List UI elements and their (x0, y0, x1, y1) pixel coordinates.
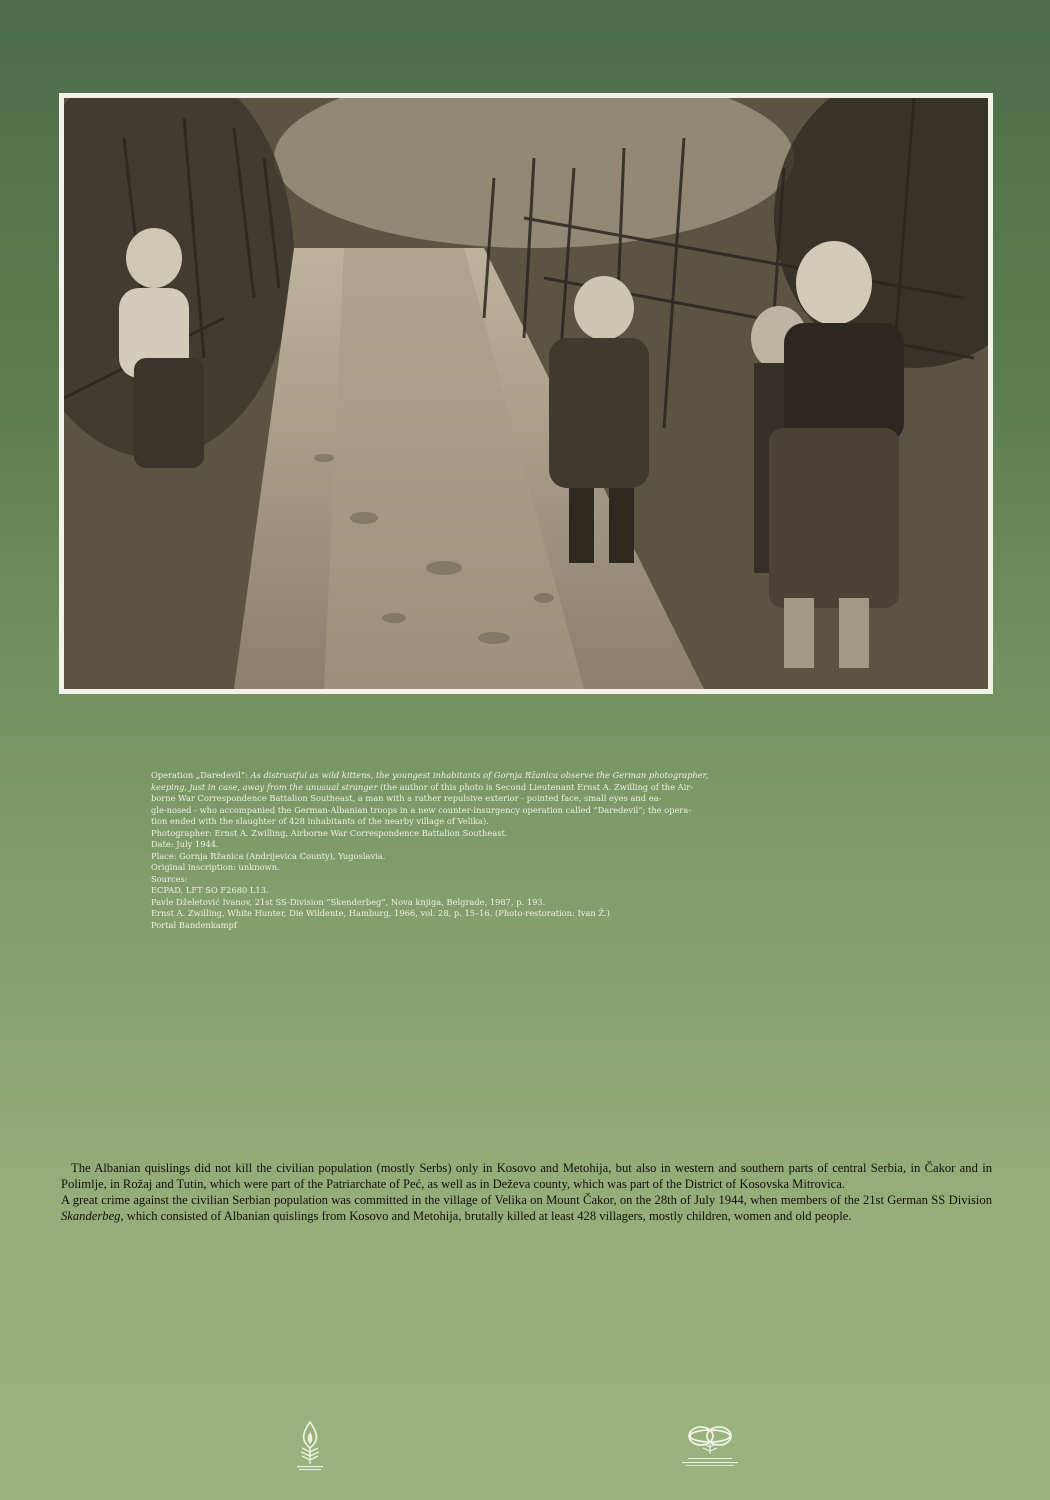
photo-frame (59, 93, 993, 694)
caption-source: Ernst A. Zwilling, White Hunter, Die Wildente, Hamburg, 1966, vol. 28, p. 15–16. (Photo-restoration: Ivan Ž.) (151, 908, 610, 918)
caption-sources-label: Sources: (151, 873, 188, 884)
caption-line-1: Operation „Daredevil“: As distrustful as wild kittens, the youngest inhabitants of Gornja Ržanica observe the German photographer, (151, 770, 709, 780)
body-paragraph-2: A great crime against the civilian Serbian population was committed in the village of Velika on Mount Čakor, on the 28th of July 1944, when members of the 21st German SS Division Skanderbeg, which consisted of Albanian quislings from Kosovo and Metohija, brutally killed at least 428 villagers, mostly children, women and old people. (61, 1193, 992, 1223)
caption-line-4: gle-nosed - who accompanied the German-Albanian troops in a new counter-insurgency operation called “Daredevil”; the opera- (151, 804, 692, 815)
caption-source: Portal Bandenkampf (151, 919, 237, 930)
historical-photo-children-on-path (64, 98, 988, 689)
caption-line-2: keeping, just in case, away from the unusual stranger (the author of this photo is Second Lieutenant Ernst A. Zwilling of the Air- (151, 781, 694, 792)
caption-photographer: Photographer: Ernst A. Zwilling, Airborne War Correspondence Battalion Southeast. (151, 827, 508, 838)
photo-caption (151, 770, 711, 931)
caption-source: ECPAD, LFT SO F2680 L13. (151, 885, 269, 895)
body-paragraph-1: The Albanian quislings did not kill the civilian population (mostly Serbs) only in Kosovo and Metohija, but also in western and southern parts of central Serbia, in Čakor and in Polimlje, in Rožaj and Tutin, which were part of the Patriarchate of Peć, as well as in Deževa county, which was part of the District of Kosovska Mitrovica. (61, 1161, 992, 1191)
caption-date: Date: July 1944. (151, 839, 219, 849)
caption-inscription: Original inscription: unknown. (151, 862, 280, 872)
photo-illustration (64, 98, 988, 689)
caption-line-5: tion ended with the slaughter of 428 inhabitants of the nearby village of Velika). (151, 816, 489, 826)
knot-wheat-emblem-icon (674, 1424, 746, 1472)
flame-wheat-emblem-graphic (287, 1420, 333, 1472)
caption-source: Pavle Dželetović Ivanov, 21st SS-Division “Skenderbeg”, Nova knjiga, Belgrade, 1987, p. 193. (151, 896, 546, 907)
body-text (61, 1160, 992, 1224)
caption-line-3: borne War Correspondence Battalion Southeast, a man with a rather repulsive exterior - pointed face, small eyes and ea- (151, 793, 662, 803)
caption-place: Place: Gornja Ržanica (Andrijevica County), Yugoslavia. (151, 850, 386, 861)
flame-wheat-emblem-icon (287, 1420, 333, 1476)
knot-wheat-emblem-graphic (674, 1424, 746, 1468)
